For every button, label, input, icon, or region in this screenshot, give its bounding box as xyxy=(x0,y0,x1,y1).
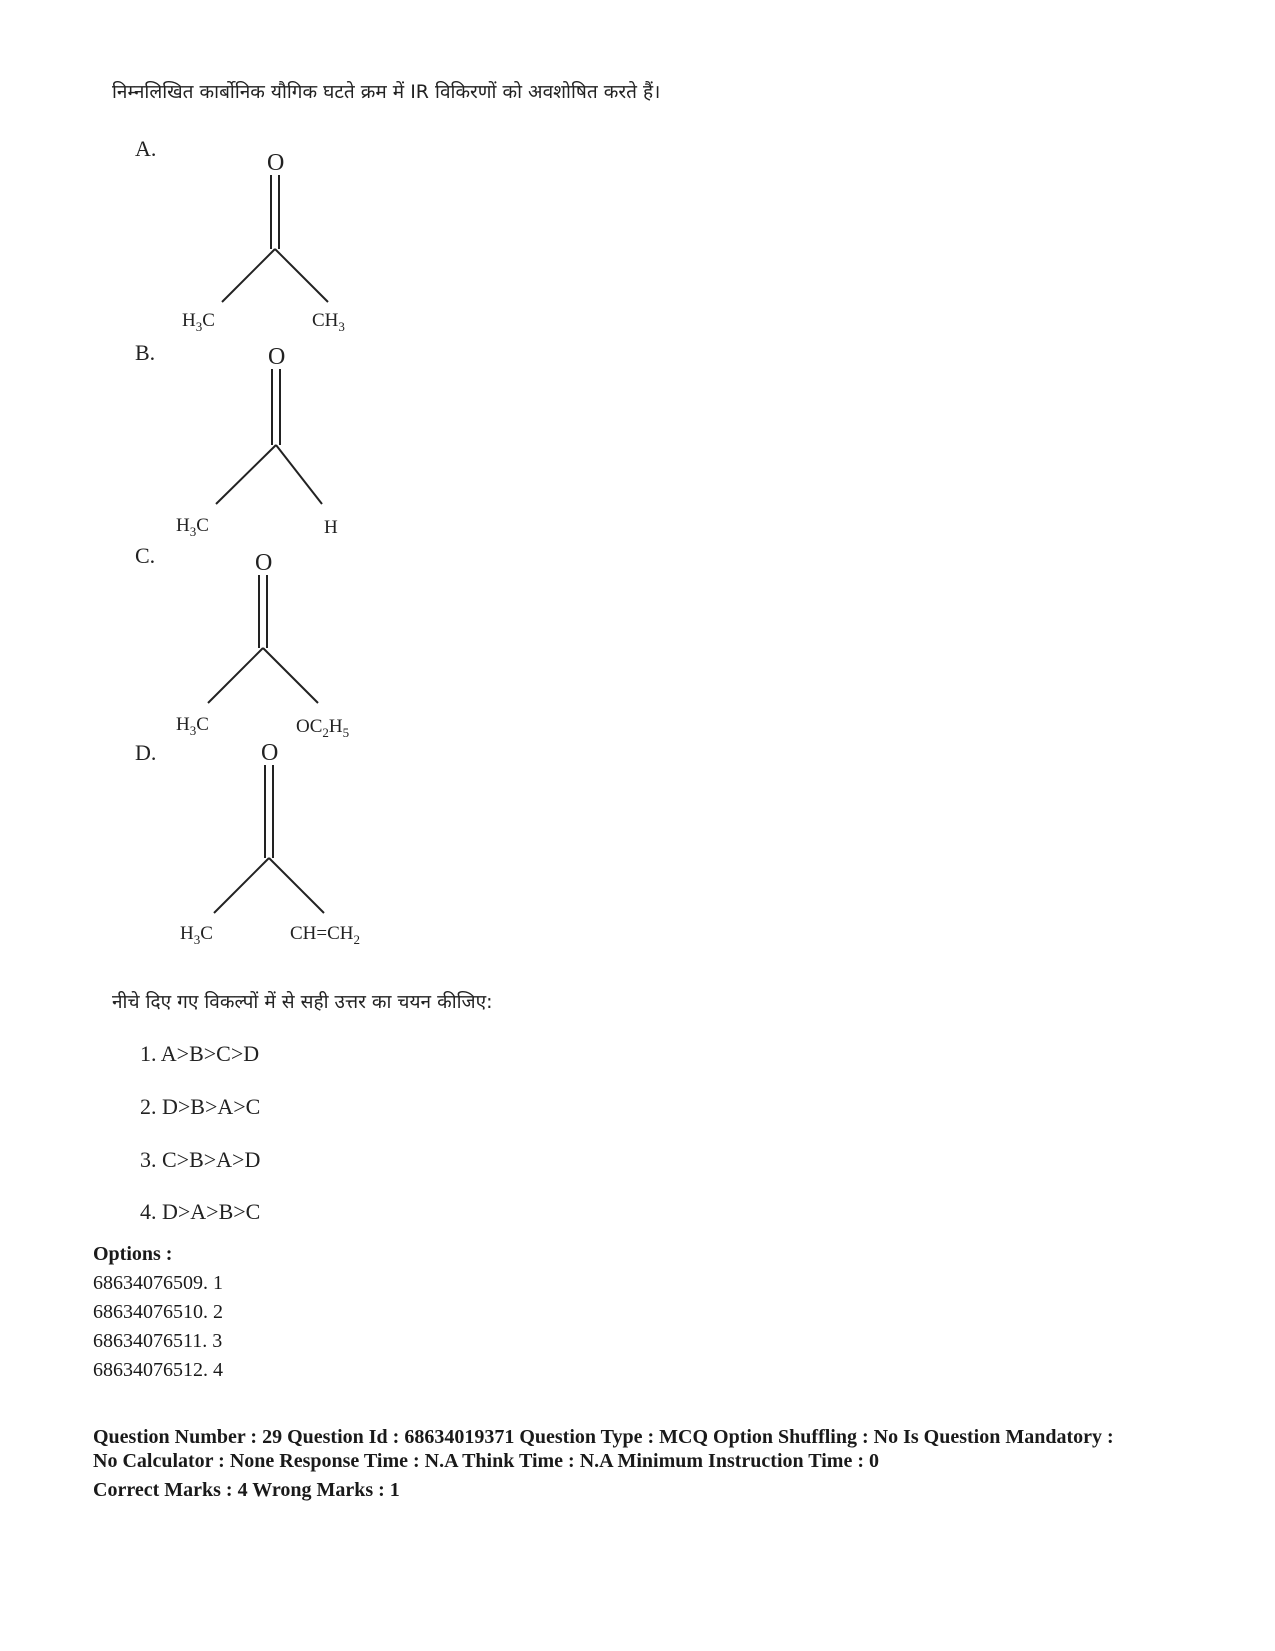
structure-d-oxygen: O xyxy=(261,740,279,766)
structure-a-right-group: $CH_3$ xyxy=(312,310,345,334)
question-text: निम्नलिखित कार्बोनिक यौगिक घटते क्रम में IR विकिरणों को अवशोषित करते हैं। xyxy=(112,81,661,103)
option-item-2: 68634076510. 2 xyxy=(93,1301,223,1323)
question-meta-line-2: No Calculator : None Response Time : N.A Think Time : N.A Minimum Instruction Time : 0 xyxy=(93,1450,879,1472)
structure-c-right-group: $OC_2H_5$ xyxy=(296,716,350,740)
structure-label-b: B. xyxy=(135,340,156,365)
structure-b-diagram xyxy=(170,334,390,544)
instruction-text: नीचे दिए गए विकल्पों में से सही उत्तर का चयन कीजिए: xyxy=(112,991,493,1013)
question-meta-line-3: Correct Marks : 4 Wrong Marks : 1 xyxy=(93,1479,400,1501)
choice-4: 4. D>A>B>C xyxy=(140,1199,261,1224)
question-meta-line-1: Question Number : 29 Question Id : 68634019371 Question Type : MCQ Option Shuffling : No Is Question Mandatory : xyxy=(93,1426,1114,1448)
structure-label-d: D. xyxy=(135,740,157,765)
structure-a-diagram xyxy=(170,140,390,340)
structure-label-a: A. xyxy=(135,136,157,161)
structure-d-diagram xyxy=(170,730,410,950)
option-item-1: 68634076509. 1 xyxy=(93,1272,223,1294)
structure-c-diagram xyxy=(170,540,400,745)
structure-b-right-group: H xyxy=(324,517,338,538)
choice-1: 1. A>B>C>D xyxy=(140,1041,260,1066)
structure-a-left-group: $H_3C$ xyxy=(182,310,215,334)
option-item-4: 68634076512. 4 xyxy=(93,1359,223,1381)
option-item-3: 68634076511. 3 xyxy=(93,1330,223,1352)
structure-c-oxygen: O xyxy=(255,550,273,576)
structure-b-left-group: $H_3C$ xyxy=(176,515,209,539)
structure-d-left-group: $H_3C$ xyxy=(180,923,213,947)
structure-a-oxygen: O xyxy=(267,150,285,176)
choice-2: 2. D>B>A>C xyxy=(140,1094,261,1119)
structure-d-right-group: $CH=CH_2$ xyxy=(290,923,361,947)
options-heading: Options : xyxy=(93,1243,173,1265)
structure-c-left-group: $H_3C$ xyxy=(176,714,209,738)
choice-3: 3. C>B>A>D xyxy=(140,1147,261,1172)
structure-label-c: C. xyxy=(135,543,156,568)
structure-b-oxygen: O xyxy=(268,344,286,370)
